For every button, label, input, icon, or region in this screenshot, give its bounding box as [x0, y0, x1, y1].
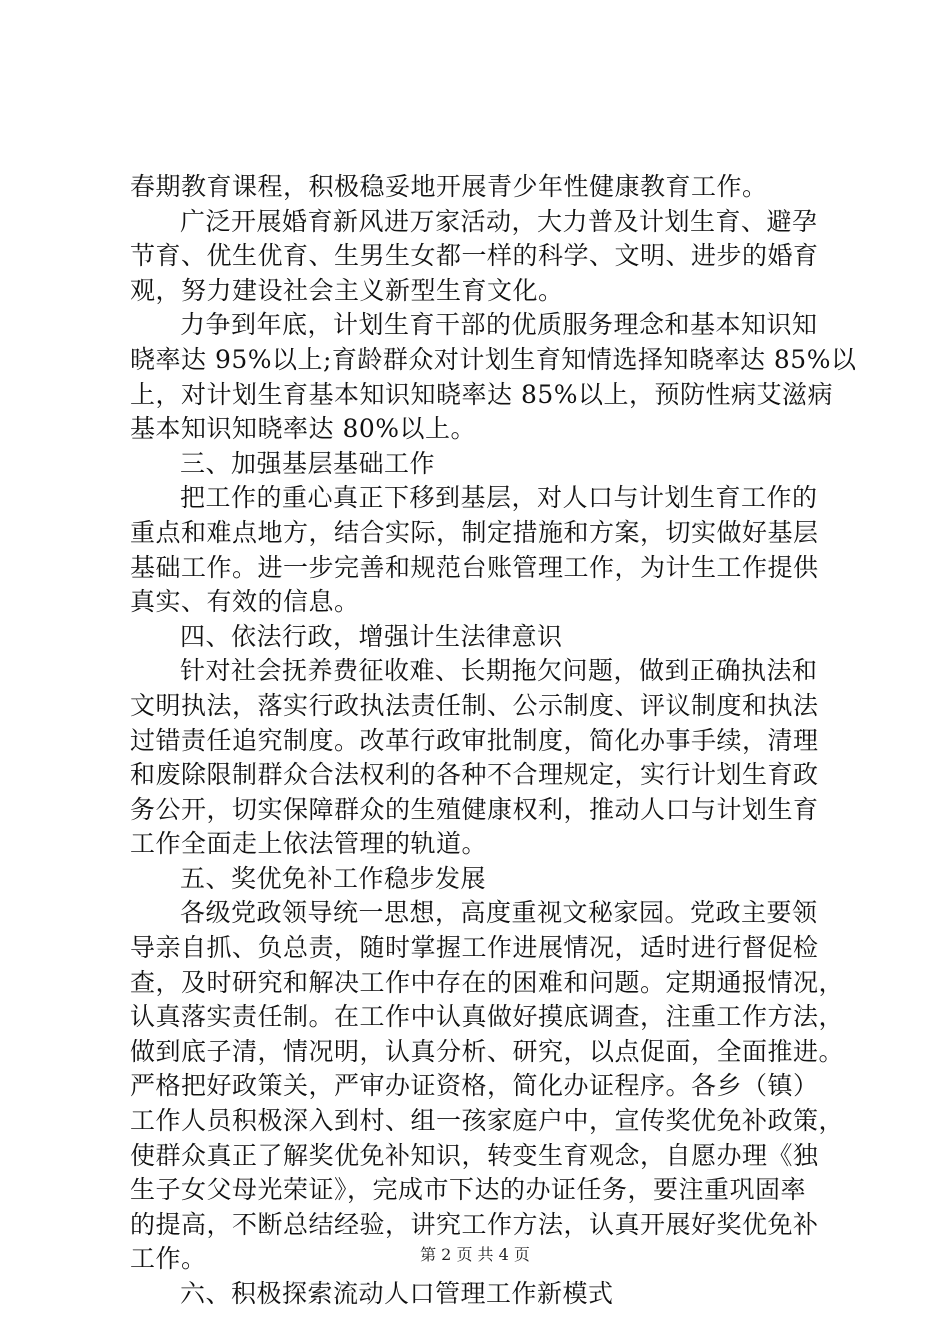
text-line: 过错责任追究制度。改革行政审批制度，简化办事手续，清理 [130, 725, 819, 755]
text-line: 力争到年底，计划生育干部的优质服务理念和基本知识知 [180, 310, 818, 340]
text-line: 六、积极探索流动人口管理工作新模式 [180, 1279, 614, 1308]
text-line: 基础工作。进一步完善和规范台账管理工作，为计生工作提供 [130, 552, 819, 582]
text-line: 严格把好政策关，严审办证资格，简化办证程序。各乡（镇） [130, 1071, 819, 1101]
text-line: 工作。 [130, 1244, 207, 1274]
text-line: 广泛开展婚育新风进万家活动，大力普及计划生育、避孕 [180, 206, 818, 236]
text-line: 把工作的重心真正下移到基层，对人口与计划生育工作的 [180, 483, 818, 513]
text-line: 做到底子清，情况明，认真分析、研究，以点促面，全面推进。 [130, 1036, 845, 1066]
document-body [130, 170, 857, 1312]
text-line: 观，努力建设社会主义新型生育文化。 [130, 275, 564, 305]
text-line: 晓率达 95%以上;育龄群众对计划生育知情选择知晓率达 85%以 [130, 344, 857, 374]
text-line: 真实、有效的信息。 [130, 587, 360, 617]
text-line: 文明执法，落实行政执法责任制、公示制度、评议制度和执法 [130, 690, 819, 720]
text-line: 工作全面走上依法管理的轨道。 [130, 829, 488, 859]
page-footer: 第 2 页 共 4 页 [420, 1245, 530, 1264]
text-line: 导亲自抓、负总责，随时掌握工作进展情况，适时进行督促检 [130, 933, 819, 963]
text-line: 四、依法行政，增强计生法律意识 [180, 621, 563, 651]
text-line: 春期教育课程，积极稳妥地开展青少年性健康教育工作。 [130, 172, 768, 201]
text-line: 重点和难点地方，结合实际，制定措施和方案，切实做好基层 [130, 517, 819, 547]
text-line: 生子女父母光荣证》，完成市下达的办证任务，要注重巩固率 [130, 1175, 807, 1205]
text-line: 五、奖优免补工作稳步发展 [180, 863, 487, 893]
text-line: 三、加强基层基础工作 [180, 448, 436, 478]
text-line: 工作人员积极深入到村、组一孩家庭户中，宣传奖优免补政策， [130, 1106, 845, 1136]
text-line: 节育、优生优育、生男生女都一样的科学、文明、进步的婚育 [130, 241, 819, 271]
text-line: 使群众真正了解奖优免补知识，转变生育观念，自愿办理《独 [130, 1140, 819, 1170]
text-line: 查，及时研究和解决工作中存在的困难和问题。定期通报情况， [130, 967, 845, 997]
text-line: 各级党政领导统一思想，高度重视文秘家园。党政主要领 [180, 898, 818, 928]
text-line: 务公开，切实保障群众的生殖健康权利，推动人口与计划生育 [130, 794, 819, 824]
text-line: 和废除限制群众合法权利的各种不合理规定，实行计划生育政 [130, 760, 819, 790]
text-line: 针对社会抚养费征收难、长期拖欠问题，做到正确执法和 [180, 656, 818, 686]
text-line: 基本知识知晓率达 80%以上。 [130, 414, 477, 444]
text-line: 的提高，不断总结经验，讲究工作方法，认真开展好奖优免补 [130, 1209, 819, 1239]
text-line: 上，对计划生育基本知识知晓率达 85%以上，预防性病艾滋病 [130, 379, 834, 409]
text-line: 认真落实责任制。在工作中认真做好摸底调查，注重工作方法， [130, 1002, 845, 1032]
